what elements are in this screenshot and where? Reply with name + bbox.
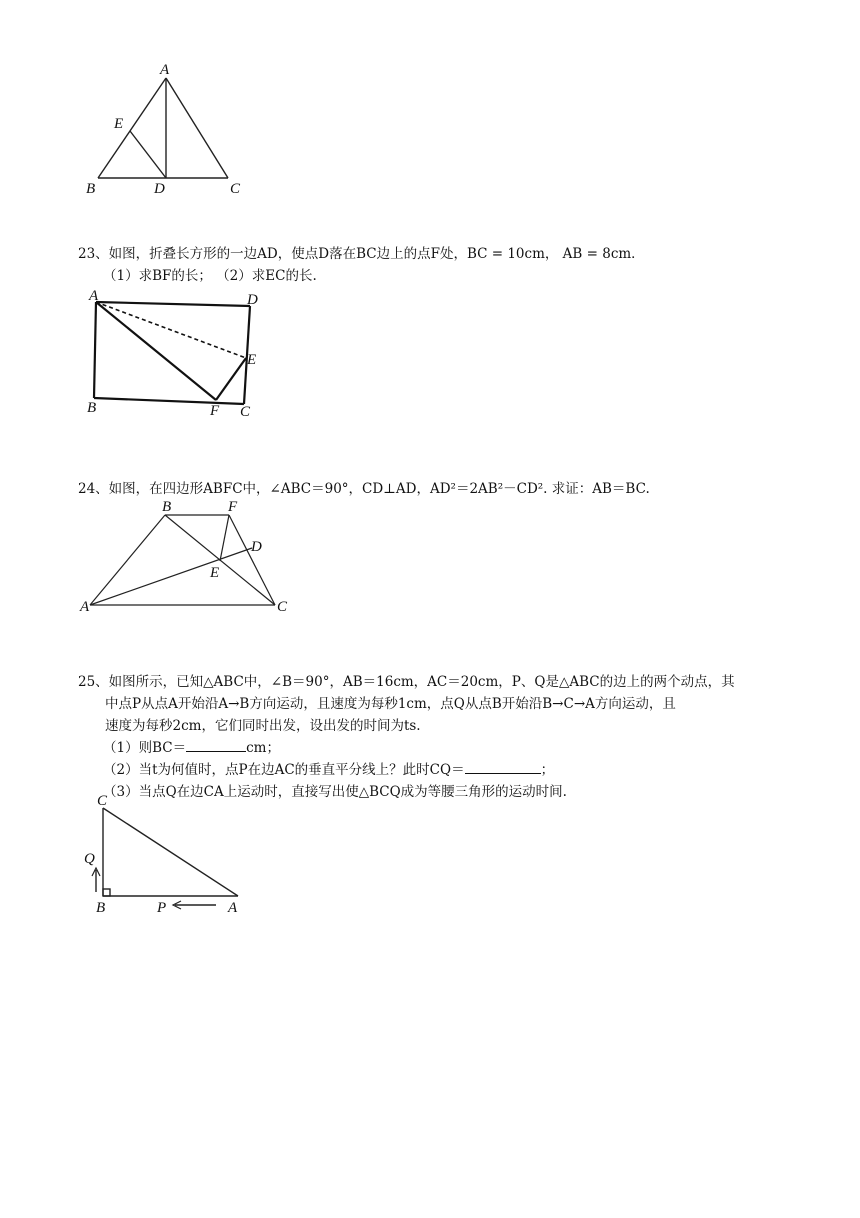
label-p: P (157, 900, 167, 916)
question-25-line2: 中点P从点A开始沿A→B方向运动，且速度为每秒1cm，点Q从点B开始沿B→C→A方向运动，且 (105, 696, 676, 712)
label-f: F (210, 403, 220, 419)
label-b: B (162, 499, 172, 515)
question-23-parts: （1）求BF的长； （2）求EC的长. (103, 268, 317, 284)
question-25-part1 (103, 737, 280, 759)
label-b: B (96, 900, 106, 916)
label-c: C (230, 181, 241, 197)
question-25-line1: 25、如图所示，已知△ABC中，∠B＝90°，AB＝16cm，AC＝20cm，P、Q是△ABC的边上的两个动点，其 (78, 674, 735, 690)
figure-q24 (80, 498, 300, 618)
label-c: C (97, 793, 108, 809)
question-25-part3: （3）当点Q在边CA上运动时，直接写出使△BCQ成为等腰三角形的运动时间. (103, 784, 567, 800)
question-24: 24、如图，在四边形ABFC中，∠ABC＝90°，CD⊥AD，AD²＝2AB²－CD². 求证：AB＝BC. (78, 481, 650, 497)
label-e: E (247, 352, 257, 368)
label-b: B (86, 181, 96, 197)
label-a: A (80, 599, 90, 615)
figure-q25 (78, 790, 258, 920)
label-d: D (247, 292, 258, 308)
answer-blank-bc[interactable] (186, 737, 246, 752)
label-e: E (210, 565, 220, 581)
question-23: 23、如图，折叠长方形的一边AD，使点D落在BC边上的点F处，BC = 10cm， AB = 8cm． (78, 246, 645, 262)
label-f: F (228, 499, 238, 515)
label-b: B (87, 400, 97, 416)
part2-prefix: （2）当t为何值时，点P在边AC的垂直平分线上？此时CQ＝ (103, 762, 465, 778)
label-d: D (251, 539, 262, 555)
label-e: E (114, 116, 124, 132)
part1-prefix: （1）则BC＝ (103, 740, 187, 756)
label-q: Q (84, 851, 95, 867)
part1-suffix: cm； (246, 740, 280, 756)
label-d: D (154, 181, 165, 197)
figure-q23 (84, 286, 274, 421)
label-a: A (160, 62, 170, 78)
label-c: C (277, 599, 288, 615)
question-25-line3: 速度为每秒2cm，它们同时出发，设出发的时间为ts. (105, 718, 421, 734)
figure-q22 (80, 58, 260, 203)
label-a: A (89, 288, 99, 304)
question-25-part2 (103, 759, 554, 781)
label-c: C (240, 404, 251, 420)
label-a: A (228, 900, 238, 916)
part2-suffix: ； (540, 762, 555, 778)
answer-blank-cq[interactable] (465, 759, 541, 774)
